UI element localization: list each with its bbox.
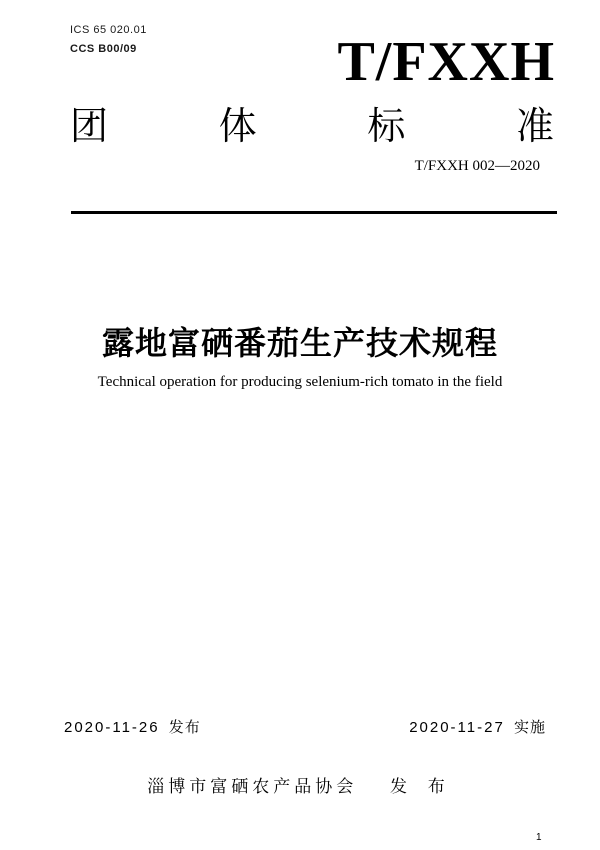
ics-code: ICS 65 020.01 xyxy=(70,24,147,36)
document-title-chinese: 露地富硒番茄生产技术规程 xyxy=(101,325,498,361)
standard-type-heading xyxy=(70,104,554,150)
standard-type-char: 标 xyxy=(367,106,406,148)
implement-date-group xyxy=(409,716,546,737)
classification-codes xyxy=(70,21,147,59)
implement-date: 2020-11-27 xyxy=(409,719,505,736)
standard-type-char: 团 xyxy=(70,106,109,148)
standard-type-char: 体 xyxy=(218,106,257,148)
organization-logo: T/FXXH xyxy=(337,31,555,93)
issue-date-group xyxy=(64,716,201,737)
dates-row xyxy=(64,716,546,737)
ccs-code: CCS B00/09 xyxy=(70,43,137,55)
publisher-row xyxy=(0,772,600,797)
page-number: 1 xyxy=(536,832,542,843)
standard-number: T/FXXH 002—2020 xyxy=(414,158,540,174)
standard-type-char: 准 xyxy=(515,106,554,148)
issue-date: 2020-11-26 xyxy=(64,719,160,736)
publisher-name: 淄博市富硒农产品协会 xyxy=(147,777,358,796)
header-divider xyxy=(71,211,557,214)
publish-label: 发 布 xyxy=(390,777,453,796)
document-title-english: Technical operation for producing selenium-rich tomato in the field xyxy=(97,374,503,390)
implement-label: 实施 xyxy=(513,719,546,736)
issue-label: 发布 xyxy=(168,719,201,736)
